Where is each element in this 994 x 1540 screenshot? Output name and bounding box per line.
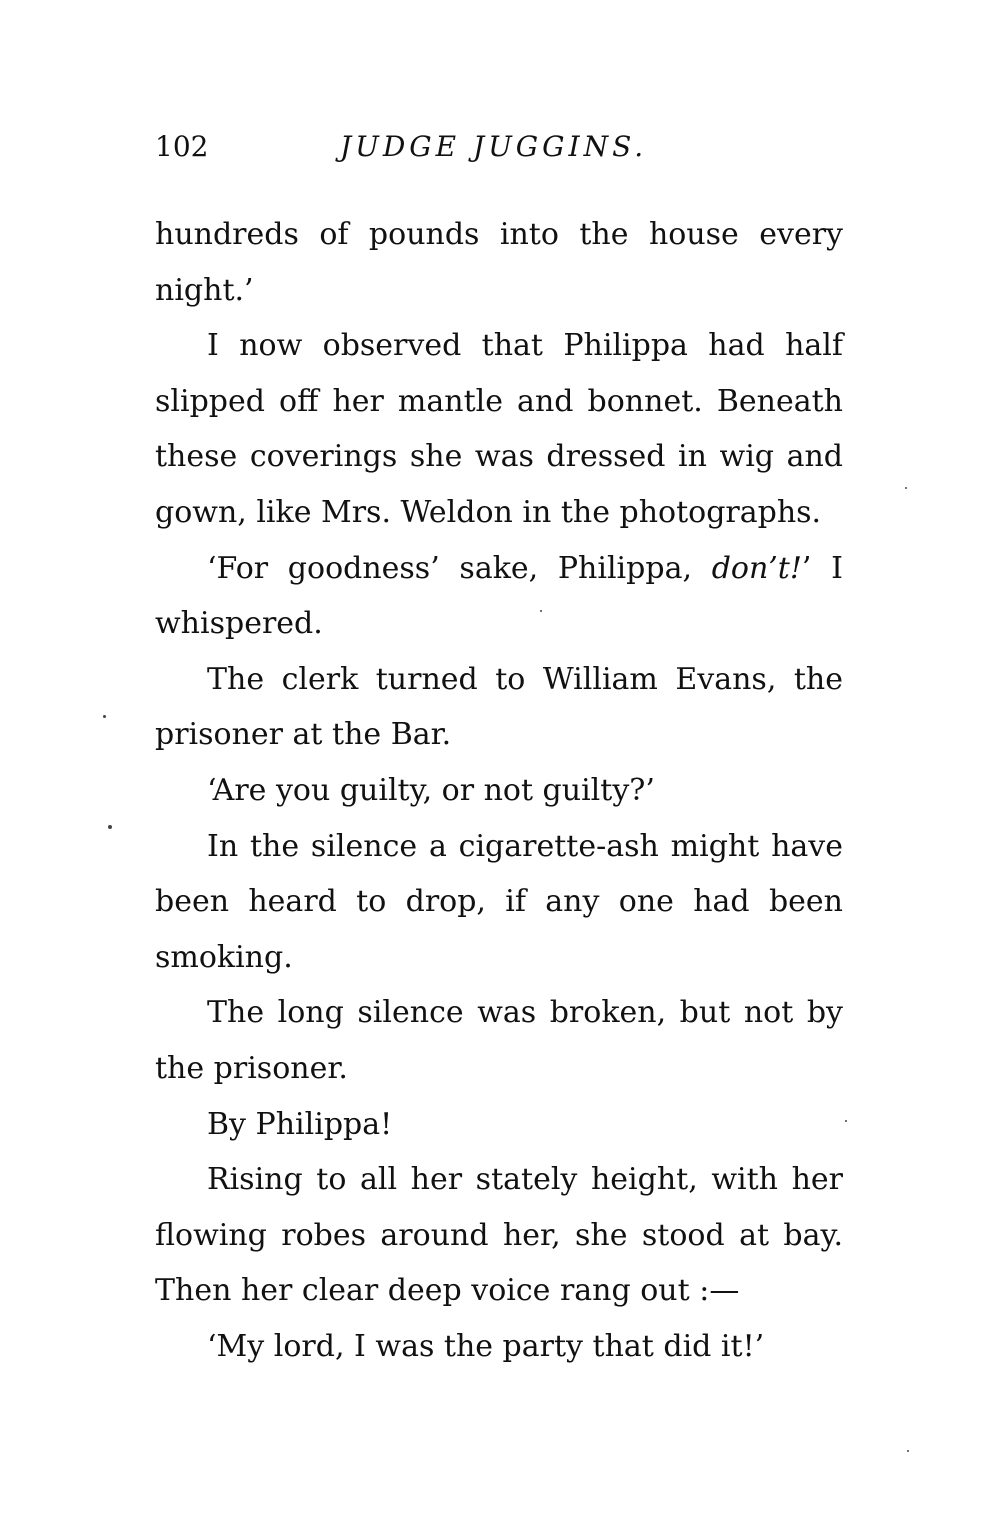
paragraph: ‘Are you guilty, or not guilty?’ (207, 772, 655, 808)
paragraph: By Philippa! (207, 1106, 393, 1142)
scan-speck (845, 1120, 847, 1122)
paragraph: The long silence was broken, but not by the prisoner. (155, 995, 843, 1086)
scan-speck (905, 487, 907, 489)
scan-speck (907, 1450, 909, 1452)
paragraph: I now observed that Philippa had half slipped off her mantle and bonnet. Beneath these coverings she was dressed in wig and gown, like Mrs. Weldon in the photographs. (155, 328, 843, 530)
paragraph (155, 541, 843, 652)
body-text (155, 207, 843, 1374)
paragraph-text: ‘For goodness’ sake, Philippa, (207, 550, 712, 586)
italic-emphasis: don’t! (711, 550, 802, 586)
paragraph: Rising to all her stately height, with her flowing robes around her, she stood at bay. Then her clear deep voice rang out :— (155, 1162, 843, 1309)
paragraph: ‘My lord, I was the party that did it!’ (207, 1328, 765, 1364)
scan-speck (540, 610, 542, 612)
paragraph-text: ’ I whispered. (155, 550, 843, 642)
running-title: JUDGE JUGGINS. (340, 130, 648, 163)
scan-speck (103, 715, 106, 718)
scan-speck (108, 825, 112, 829)
page-number: 102 (155, 130, 209, 163)
paragraph-continuation: hundreds of pounds into the house every night.’ (155, 217, 843, 308)
paragraph: In the silence a cigarette-ash might have been heard to drop, if any one had been smoking. (155, 828, 843, 975)
page-header (155, 130, 845, 170)
paragraph: The clerk turned to William Evans, the prisoner at the Bar. (155, 661, 843, 753)
